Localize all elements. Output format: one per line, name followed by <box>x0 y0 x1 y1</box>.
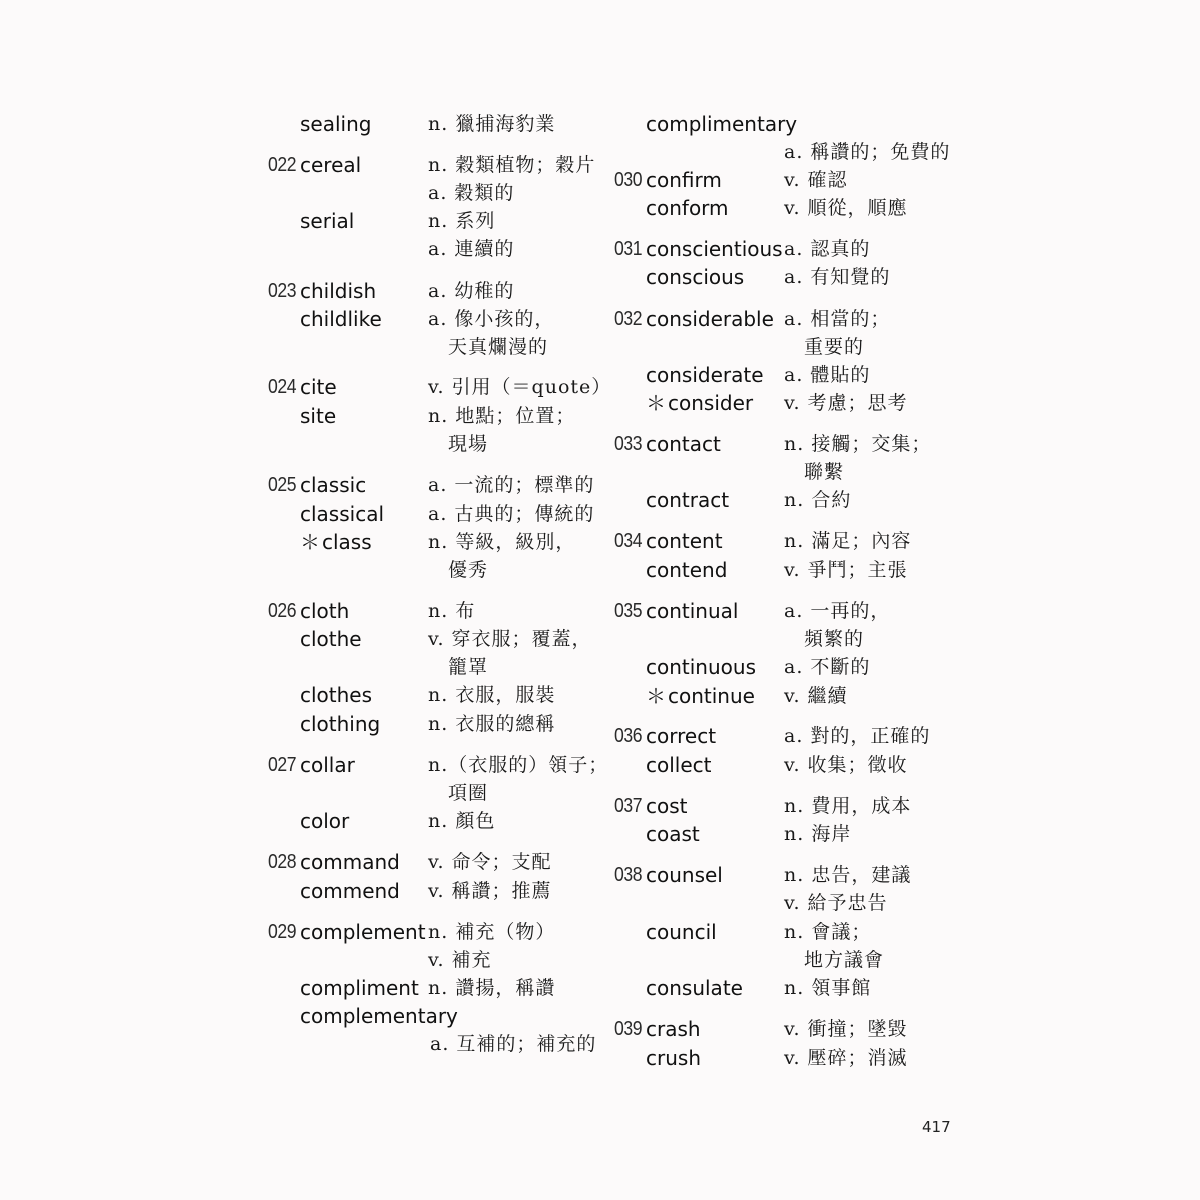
definition-line: n. 衣服的總稱 <box>428 713 556 735</box>
headword-text: sealing <box>300 112 372 136</box>
asterisk-mark: ＊ <box>646 391 666 415</box>
headword <box>300 110 371 138</box>
headword-text: content <box>646 529 723 553</box>
entry-number: 035 <box>614 600 643 622</box>
definition-line: v. 衝撞；墜毀 <box>784 1018 908 1040</box>
definition-line: v. 給予忠告 <box>784 892 888 915</box>
headword-text: site <box>300 404 337 428</box>
headword <box>300 625 362 653</box>
definition-line: v. 命令；支配 <box>428 851 552 873</box>
definition-line: n. 補充（物） <box>428 921 556 943</box>
headword-text: contact <box>646 432 721 456</box>
headword <box>646 974 743 1002</box>
definition-line: n. 滿足；內容 <box>784 530 912 552</box>
definition-line: n. 衣服，服裝 <box>428 684 556 706</box>
headword <box>300 597 349 625</box>
definition-line: n. 海岸 <box>784 823 852 845</box>
headword <box>646 110 797 138</box>
headword-text: compliment <box>300 976 419 1000</box>
headword-text: conform <box>646 196 729 220</box>
definition-line: a. 認真的 <box>784 238 871 260</box>
definition-line: n. 合約 <box>784 489 852 511</box>
definition-line: n. 接觸；交集； <box>784 433 932 455</box>
entry-number: 025 <box>268 474 297 496</box>
definition-line: n. 會議； <box>784 921 872 943</box>
headword-text: clothe <box>300 627 362 651</box>
headword <box>646 653 756 681</box>
headword-text: conscious <box>646 265 745 289</box>
definition-line: a. 體貼的 <box>784 364 871 386</box>
entry-number: 039 <box>614 1018 643 1040</box>
definition-line: a. 有知覺的 <box>784 266 891 288</box>
headword <box>646 918 717 946</box>
headword <box>300 305 382 333</box>
headword-text: continue <box>668 684 755 708</box>
definition-line: a. 連續的 <box>428 238 515 261</box>
headword <box>646 597 738 625</box>
headword <box>300 471 366 499</box>
definition-line: v. 考慮；思考 <box>784 392 908 414</box>
definition-line: v. 稱讚；推薦 <box>428 880 552 902</box>
headword <box>300 151 361 179</box>
headword <box>300 373 337 401</box>
headword <box>646 820 700 848</box>
definition-line: 籠罩 <box>448 656 489 679</box>
headword <box>646 556 727 584</box>
page-number: 417 <box>922 1118 951 1136</box>
entry-number: 036 <box>614 725 643 747</box>
definition-line: n. 顏色 <box>428 810 496 832</box>
definition-line: v. 繼續 <box>784 685 848 707</box>
definition-line: v. 補充 <box>428 949 492 972</box>
headword <box>646 722 716 750</box>
definition-line: 優秀 <box>448 559 489 582</box>
headword-text: contract <box>646 488 730 512</box>
headword <box>300 500 384 528</box>
headword <box>646 166 722 194</box>
headword <box>646 1015 701 1043</box>
headword <box>300 402 336 430</box>
asterisk-mark: ＊ <box>300 530 320 554</box>
definition-line: n. 讚揚，稱讚 <box>428 977 556 999</box>
headword-text: command <box>300 850 400 874</box>
definition-line: v. 引用（＝quote） <box>428 376 612 398</box>
headword <box>646 751 712 779</box>
entry-number: 026 <box>268 600 297 622</box>
headword <box>646 305 774 333</box>
headword-text: cite <box>300 375 337 399</box>
headword-text: collar <box>300 753 355 777</box>
definition-line: a. 古典的；傳統的 <box>428 503 595 525</box>
headword-text: cereal <box>300 153 362 177</box>
definition-line: n. 忠告，建議 <box>784 864 912 886</box>
headword <box>300 207 354 235</box>
definition-line: 重要的 <box>804 336 865 359</box>
headword-text: cost <box>646 794 688 818</box>
entry-number: 038 <box>614 864 643 886</box>
headword-text: classic <box>300 473 367 497</box>
headword <box>646 389 753 417</box>
definition-line: v. 順從，順應 <box>784 197 908 219</box>
headword <box>300 528 372 556</box>
entry-number: 034 <box>614 530 643 552</box>
definition-line: v. 收集；徵收 <box>784 754 908 776</box>
headword <box>646 486 729 514</box>
headword-text: color <box>300 809 350 833</box>
headword-text: childlike <box>300 307 382 331</box>
headword <box>300 807 349 835</box>
headword <box>646 527 723 555</box>
entry-number: 024 <box>268 376 297 398</box>
definition-line: a. 幼稚的 <box>428 280 515 302</box>
definition-line: n. 布 <box>428 600 476 622</box>
headword-text: continual <box>646 599 739 623</box>
definition-line: a. 相當的； <box>784 308 891 330</box>
definition-line: a. 對的，正確的 <box>784 725 931 747</box>
headword-text: coast <box>646 822 700 846</box>
definition-line: n. 等級，級別， <box>428 531 576 553</box>
definition-line: 頻繁的 <box>804 628 865 651</box>
headword-text: crush <box>646 1046 701 1070</box>
headword <box>300 974 419 1002</box>
headword-text: council <box>646 920 717 944</box>
headword-text: complementary <box>300 1004 458 1028</box>
headword <box>300 877 400 905</box>
headword-text: classical <box>300 502 385 526</box>
headword-text: complement <box>300 920 426 944</box>
entry-number: 028 <box>268 851 297 873</box>
entry-number: 037 <box>614 795 643 817</box>
headword-text: considerate <box>646 363 764 387</box>
definition-line: a. 穀類的 <box>428 182 515 205</box>
headword <box>646 430 721 458</box>
definition-line: n. 獵捕海豹業 <box>428 113 556 135</box>
definition-line: n. 領事館 <box>784 977 872 999</box>
headword-text: conscientious <box>646 237 783 261</box>
definition-line: n. 地點；位置； <box>428 405 576 427</box>
right-column <box>600 0 1200 1200</box>
definition-line: 現場 <box>448 433 489 456</box>
definition-line: a. 像小孩的， <box>428 308 555 330</box>
definition-line: 天真爛漫的 <box>448 336 549 359</box>
headword <box>300 918 426 946</box>
headword <box>646 1044 701 1072</box>
headword-text: correct <box>646 724 717 748</box>
headword-text: collect <box>646 753 712 777</box>
definition-line: a. 一流的；標準的 <box>428 474 595 496</box>
definition-line: n.（衣服的）領子； <box>428 754 609 776</box>
headword <box>646 361 764 389</box>
definition-line: n. 費用，成本 <box>784 795 912 817</box>
headword <box>646 235 783 263</box>
headword-text: serial <box>300 209 355 233</box>
headword-text: complimentary <box>646 112 798 136</box>
headword-text: clothes <box>300 683 373 707</box>
entry-number: 032 <box>614 308 643 330</box>
headword-text: counsel <box>646 863 723 887</box>
definition-line: v. 穿衣服；覆蓋， <box>428 628 592 650</box>
entry-number: 022 <box>268 154 297 176</box>
entry-number: 027 <box>268 754 297 776</box>
headword <box>300 848 400 876</box>
headword-text: clothing <box>300 712 381 736</box>
definition-line: 項圈 <box>448 782 489 805</box>
definition-line: 地方議會 <box>804 949 885 972</box>
headword <box>646 682 755 710</box>
headword <box>646 792 688 820</box>
definition-line: v. 確認 <box>784 169 848 191</box>
headword-text: childish <box>300 279 377 303</box>
definition-line: a. 稱讚的；免費的 <box>784 141 951 164</box>
headword-text: consulate <box>646 976 743 1000</box>
headword-text: crash <box>646 1017 701 1041</box>
definition-line: a. 一再的， <box>784 600 891 622</box>
headword-text: consider <box>668 391 754 415</box>
definition-line: v. 爭鬥；主張 <box>784 559 908 581</box>
headword <box>300 1002 458 1030</box>
definition-line: n. 穀類植物；穀片 <box>428 154 596 176</box>
headword <box>300 277 376 305</box>
definition-line: n. 系列 <box>428 210 496 232</box>
headword-text: cloth <box>300 599 350 623</box>
entry-number: 023 <box>268 280 297 302</box>
definition-line: 聯繫 <box>804 461 845 484</box>
headword-text: class <box>322 530 372 554</box>
definition-line: v. 壓碎；消滅 <box>784 1047 908 1069</box>
headword <box>646 861 723 889</box>
entry-number: 033 <box>614 433 643 455</box>
headword <box>300 681 372 709</box>
headword <box>646 194 729 222</box>
asterisk-mark: ＊ <box>646 684 666 708</box>
headword <box>300 710 380 738</box>
headword-text: continuous <box>646 655 756 679</box>
definition-line: a. 互補的；補充的 <box>430 1033 597 1056</box>
entry-number: 031 <box>614 238 643 260</box>
headword-text: confirm <box>646 168 722 192</box>
definition-line: a. 不斷的 <box>784 656 871 678</box>
headword-text: contend <box>646 558 728 582</box>
headword <box>646 263 744 291</box>
entry-number: 029 <box>268 921 297 943</box>
headword-text: considerable <box>646 307 774 331</box>
headword <box>300 751 355 779</box>
headword-text: commend <box>300 879 400 903</box>
entry-number: 030 <box>614 169 643 191</box>
